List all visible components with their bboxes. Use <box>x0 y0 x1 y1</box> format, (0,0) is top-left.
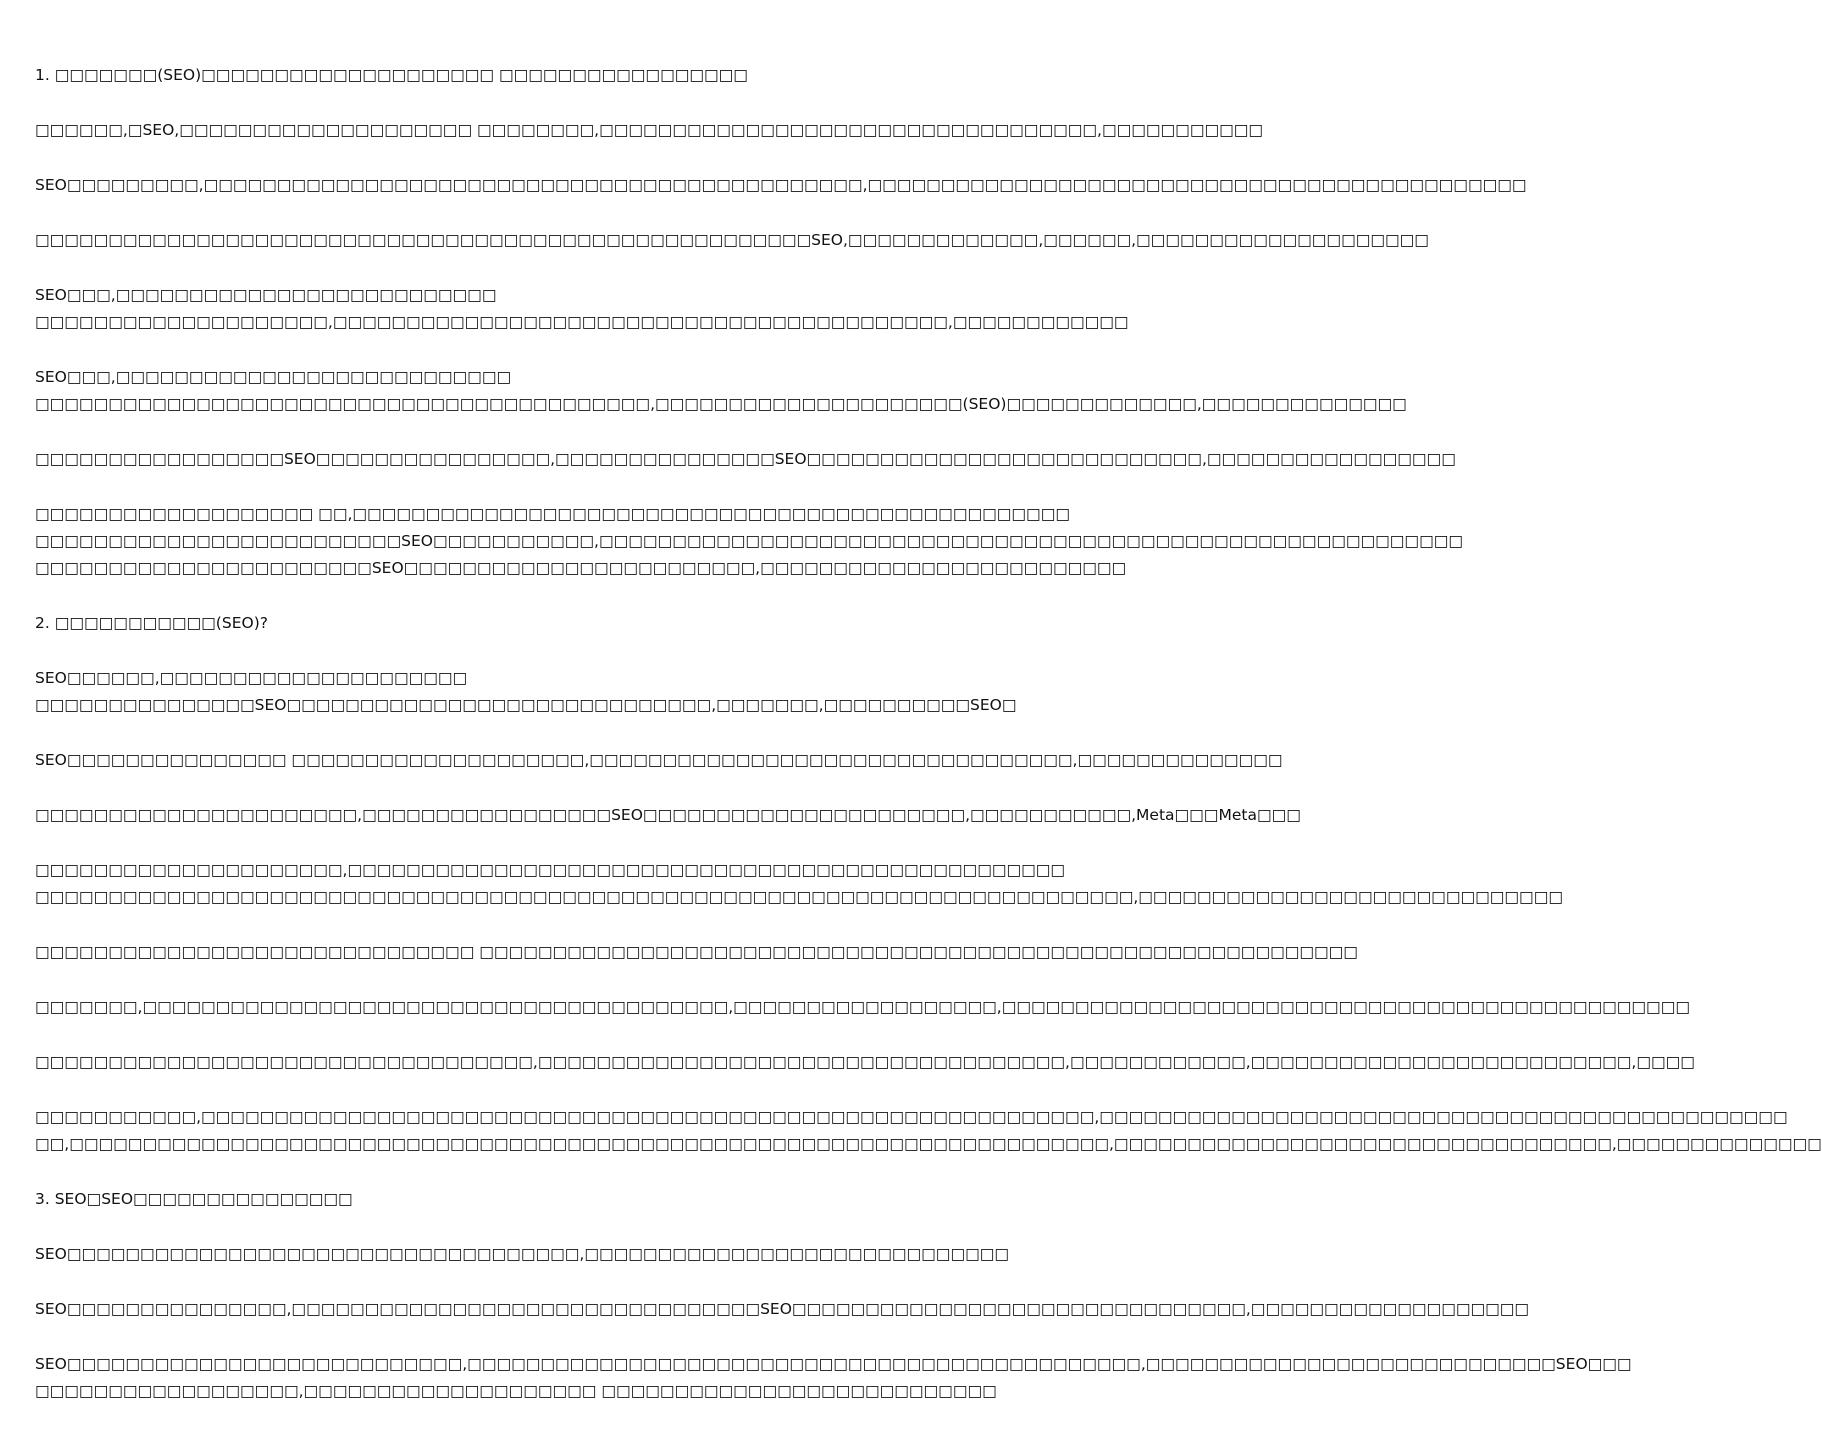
paragraph-5 <box>35 282 1129 336</box>
paragraph-line: SEO□□□□□□□□□□□□□□□,□□□□□□□□□□□□□□□□□□□□□□□□□□□□□□□□SEO□□□□□□□□□□□□□□□□□□□□□□□□□□□□□□□,□□□□□□□□□□□□□□□□□□□ <box>35 1300 1530 1318</box>
paragraph-line: SEO□□□□□□□□□□□□□□□ □□□□□□□□□□□□□□□□□□□□,□□□□□□□□□□□□□□□□□□□□□□□□□□□□□□□□□,□□□□□□□□□□□□□□ <box>35 751 1283 769</box>
paragraph-4 <box>35 227 1429 254</box>
paragraph-20 <box>35 1296 1530 1323</box>
paragraph-line: □□□□□□□□□□□□□□□□□□□□□□,□□□□□□□□□□□□□□□□□SEO□□□□□□□□□□□□□□□□□□□□□□,□□□□□□□□□□□,Meta□□□Meta□□□ <box>35 806 1301 824</box>
paragraph-14 <box>35 939 1358 966</box>
paragraph-line: □□□□□□□□□□□□□□□□□□□□,□□□□□□□□□□□□□□□□□□□□□□□□□□□□□□□□□□□□□□□□□□,□□□□□□□□□□□□ <box>35 313 1129 331</box>
paragraph-line: SEO□□□,□□□□□□□□□□□□□□□□□□□□□□□□□□ <box>35 286 497 304</box>
paragraph-3 <box>35 172 1527 199</box>
paragraph-line: □□□□□□□□□□□□□□□□□□,□□□□□□□□□□□□□□□□□□□□ □□□□□□□□□□□□□□□□□□□□□□□□□□□ <box>35 1382 997 1400</box>
paragraph-line: □□□□□□□□□□□□□□□□□□□□□□□□□□□□□□ □□□□□□□□□□□□□□□□□□□□□□□□□□□□□□□□□□□□□□□□□□□□□□□□□□□□□□□□□□□□ <box>35 943 1358 961</box>
paragraph-line: □□□□□□□□□□□□□□□SEO□□□□□□□□□□□□□□□□□□□□□□□□□□□□□,□□□□□□□,□□□□□□□□□□SEO□ <box>35 696 1017 714</box>
paragraph-19 <box>35 1241 1010 1268</box>
paragraph-11 <box>35 747 1283 774</box>
paragraph-12 <box>35 802 1301 829</box>
paragraph-line: SEO□□□,□□□□□□□□□□□□□□□□□□□□□□□□□□□ <box>35 368 512 386</box>
paragraph-13 <box>35 857 1563 911</box>
paragraph-8 <box>35 501 1464 582</box>
paragraph-line: □□□□□□□□□□□□□□□□□□□□□,□□□□□□□□□□□□□□□□□□□□□□□□□□□□□□□□□□□□□□□□□□□□□□□□□ <box>35 861 1066 879</box>
paragraph-line: □□,□□□□□□□□□□□□□□□□□□□□□□□□□□□□□□□□□□□□□□□□□□□□□□□□□□□□□□□□□□□□□□□□□□□□□□□,□□□□□□□□□□□□□□□□□□□□□□□□□□□□□□□□□□,□□□□□□□□□□□□□□ <box>35 1135 1822 1153</box>
paragraph-15 <box>35 994 1690 1021</box>
paragraph-line: □□□□□□□□□□□□□□□□□□□□□□□□□□□□□□□□□□□□□□□□□□□□□□□□□□□□□□□□□□□□□□□□□□□□□□□□□□□,□□□□□□□□□□□□□□□□□□□□□□□□□□□□□ <box>35 888 1563 906</box>
paragraph-line: □□□□□□□□□□□,□□□□□□□□□□□□□□□□□□□□□□□□□□□□□□□□□□□□□□□□□□□□□□□□□□□□□□□□□□□□□,□□□□□□□□□□□□□□□□□□□□□□□□□□□□□□□□□□□□□□□□□□□□□□□ <box>35 1108 1788 1126</box>
paragraph-21 <box>35 1351 1632 1405</box>
paragraph-16 <box>35 1049 1695 1076</box>
paragraph-line: SEO□□□□□□□□□,□□□□□□□□□□□□□□□□□□□□□□□□□□□□□□□□□□□□□□□□□□□□□,□□□□□□□□□□□□□□□□□□□□□□□□□□□□□□□□□□□□□□□□□□□□□ <box>35 176 1527 194</box>
paragraph-line: SEO□□□□□□□□□□□□□□□□□□□□□□□□□□□,□□□□□□□□□□□□□□□□□□□□□□□□□□□□□□□□□□□□□□□□□□□□□□,□□□□□□□□□□□□□□□□□□□□□□□□□□□□SEO□□□ <box>35 1355 1632 1373</box>
paragraph-line: □□□□□□□□□□□□□□□□□□□□□□□SEO□□□□□□□□□□□□□□□□□□□□□□□□,□□□□□□□□□□□□□□□□□□□□□□□□□ <box>35 559 1127 577</box>
heading-line: 2. □□□□□□□□□□□(SEO)? <box>35 614 268 632</box>
paragraph-line: □□□□□□□□□□□□□□□□□□□ □□,□□□□□□□□□□□□□□□□□□□□□□□□□□□□□□□□□□□□□□□□□□□□□□□□□ <box>35 505 1070 523</box>
paragraph-10 <box>35 665 1017 719</box>
paragraph-17 <box>35 1104 1822 1158</box>
document-body <box>35 62 1822 1433</box>
paragraph-line: □□□□□□□□□□□□□□□□□□□□□□□□□□□□□□□□□□□□□□□□□□□□□□□□□□□□□SEO,□□□□□□□□□□□□□,□□□□□□,□□□□□□□□□□□□□□□□□□□□ <box>35 231 1429 249</box>
paragraph-2 <box>35 117 1264 144</box>
paragraph-1 <box>35 62 990 89</box>
paragraph-line: □□□□□□□□□□□□□□□□□□□□□□□□□SEO□□□□□□□□□□□,□□□□□□□□□□□□□□□□□□□□□□□□□□□□□□□□□□□□□□□□□□□□□□□□□□□□□□□□□□□ <box>35 532 1464 550</box>
paragraph-line: □□□□□□□□□□□□□□□□□□□□□□□□□□□□□□□□□□□□□□□□□□,□□□□□□□□□□□□□□□□□□□□□(SEO)□□□□□□□□□□□□□,□□□□□□□□□□□□□□ <box>35 395 1407 413</box>
paragraph-line: □□□□□□,□SEO,□□□□□□□□□□□□□□□□□□□□ □□□□□□□□,□□□□□□□□□□□□□□□□□□□□□□□□□□□□□□□□□□,□□□□□□□□□□□ <box>35 121 1264 139</box>
paragraph-line: SEO□□□□□□,□□□□□□□□□□□□□□□□□□□□□ <box>35 669 468 687</box>
paragraph-7 <box>35 446 1456 473</box>
paragraph-line: SEO□□□□□□□□□□□□□□□□□□□□□□□□□□□□□□□□□□□,□□□□□□□□□□□□□□□□□□□□□□□□□□□□□ <box>35 1245 1010 1263</box>
paragraph-line: □□□□□□□,□□□□□□□□□□□□□□□□□□□□□□□□□□□□□□□□□□□□□□□□,□□□□□□□□□□□□□□□□□□,□□□□□□□□□□□□□□□□□□□□□□□□□□□□□□□□□□□□□□□□□□□□□□□ <box>35 998 1690 1016</box>
section-heading-2 <box>35 610 990 637</box>
paragraph-line: 1. □□□□□□□(SEO)□□□□□□□□□□□□□□□□□□□□ □□□□□□□□□□□□□□□□□ <box>35 66 748 84</box>
paragraph-6 <box>35 364 1407 418</box>
heading-line: 3. SEO□SEO□□□□□□□□□□□□□□□ <box>35 1190 353 1208</box>
section-heading-3 <box>35 1186 990 1213</box>
paragraph-line: □□□□□□□□□□□□□□□□□□□□□□□□□□□□□□□□□□,□□□□□□□□□□□□□□□□□□□□□□□□□□□□□□□□□□□□,□□□□□□□□□□□□,□□□□□□□□□□□□□□□□□□□□□□□□□□,□□□□ <box>35 1053 1695 1071</box>
paragraph-line: □□□□□□□□□□□□□□□□□SEO□□□□□□□□□□□□□□□□,□□□□□□□□□□□□□□□SEO□□□□□□□□□□□□□□□□□□□□□□□□□□□,□□□□□□□□□□□□□□□□□ <box>35 450 1456 468</box>
